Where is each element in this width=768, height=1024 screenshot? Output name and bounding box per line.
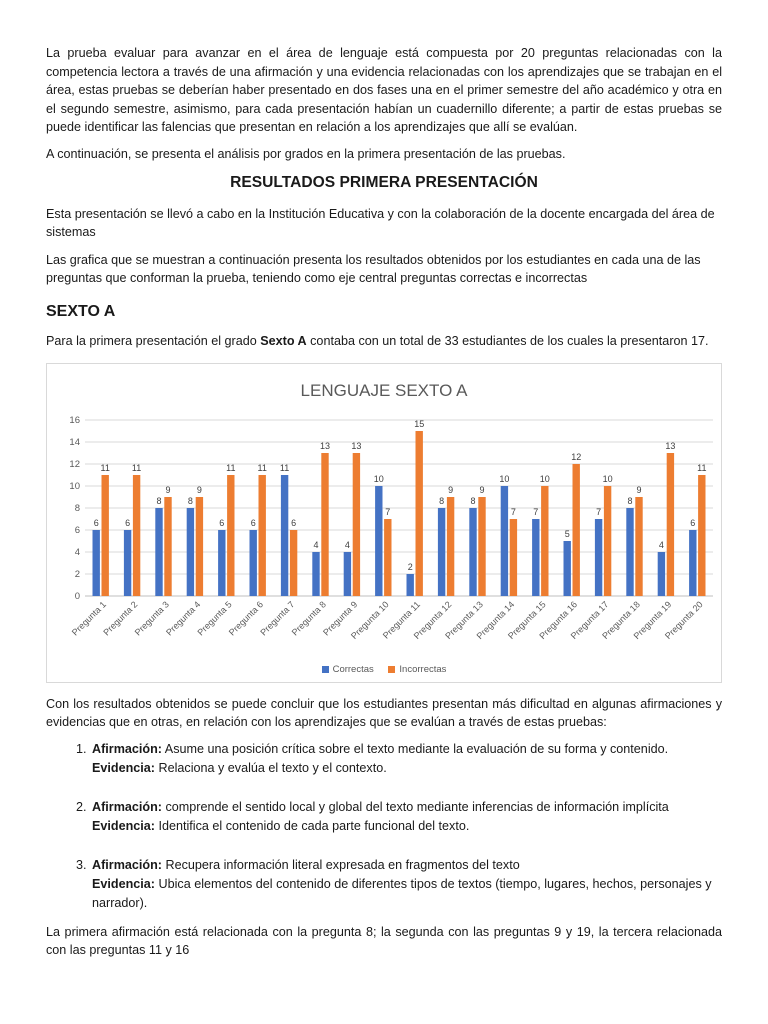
x-tick-label: Pregunta 13 [443,598,485,641]
data-label: 10 [539,473,550,484]
data-label: 6 [250,517,256,528]
y-tick-label: 2 [74,568,80,580]
conclusion-paragraph: Con los resultados obtenidos se puede concluir que los estudiantes presentan más dificultad en algunas afirmaciones y evidencias que en otras, en relación con los aprendizajes que se evalúan a través de estas pruebas: [46,696,722,730]
data-label: 12 [571,451,582,462]
legend-item-incorrectas [388,664,446,675]
legend-swatch-incorrectas [388,666,395,673]
bar-correctas [626,508,633,596]
data-label: 4 [658,539,664,550]
charts-paragraph: Las grafica que se muestran a continuación presenta los resultados obtenidos por los estudiantes en cada una de las preguntas que conforman la prueba, teniendo como eje central preguntas correctas e incorrectas [46,252,701,286]
y-tick-label: 6 [74,524,80,536]
bar-incorrectas [541,486,548,596]
grade-paragraph [46,332,722,351]
presentation-paragraph: Esta presentación se llevó a cabo en la Institución Educativa y con la colaboración de la docente encargada del área de sistemas [46,206,715,240]
bar-incorrectas [510,519,517,596]
data-label: 9 [479,484,485,495]
data-label: 8 [470,495,476,506]
x-tick-label: Pregunta 6 [226,598,266,638]
x-tick-label: Pregunta 15 [505,598,548,641]
list-item [90,798,722,836]
bar-correctas [658,552,665,596]
bar-incorrectas [635,497,642,596]
bar-incorrectas [259,475,266,596]
evidence-text: Identifica el contenido de cada parte funcional del texto. [155,818,470,833]
y-tick-label: 0 [74,590,80,602]
bar-correctas [281,475,288,596]
affirmation-label: Afirmación: [92,857,162,872]
bar-incorrectas [227,475,234,596]
data-label: 8 [187,495,193,506]
data-label: 10 [373,473,384,484]
bar-correctas [250,530,257,596]
data-label: 8 [439,495,445,506]
data-label: 11 [131,462,142,473]
evidence-text: Relaciona y evalúa el texto y el contexto. [155,760,387,775]
data-label: 5 [564,528,570,539]
data-label: 9 [165,484,171,495]
bar-correctas [344,552,351,596]
affirmation-text: Asume una posición crítica sobre el texto mediante la evaluación de su forma y contenido. [161,741,669,756]
grade-text-after: contaba con un total de 33 estudiantes de los cuales la presentaron 17. [306,333,709,348]
evidence-text: Ubica elementos del contenido de diferentes tipos de textos (tiempo, lugares, hechos, personajes y narrador). [92,876,712,910]
y-tick-label: 10 [69,480,80,492]
data-label: 13 [351,440,362,451]
x-tick-label: Pregunta 7 [258,598,297,638]
bar-correctas [689,530,696,596]
x-tick-label: Pregunta 19 [631,598,674,641]
data-label: 7 [596,506,602,517]
bar-correctas [93,530,100,596]
section-title: RESULTADOS PRIMERA PRESENTACIÓN [230,173,538,191]
data-label: 9 [448,484,454,495]
grade-text-bold: Sexto A [260,333,307,348]
affirmation-text: Recupera información literal expresada en fragmentos del texto [161,857,520,872]
bar-incorrectas [164,497,171,596]
bar-incorrectas [353,453,360,596]
y-tick-label: 4 [74,546,80,558]
data-label: 8 [627,495,633,506]
data-label: 8 [156,495,162,506]
bar-correctas [438,508,445,596]
bar-correctas [407,574,414,596]
data-label: 4 [344,539,350,550]
x-tick-label: Pregunta 4 [164,598,203,638]
y-tick-label: 12 [69,458,80,470]
x-tick-label: Pregunta 5 [195,598,234,638]
y-tick-label: 8 [74,502,80,514]
document-page [46,44,722,960]
data-label: 13 [319,440,331,451]
x-tick-label: Pregunta 1 [69,598,109,638]
bar-correctas [564,541,571,596]
data-label: 7 [385,506,391,517]
data-label: 11 [226,462,236,473]
x-tick-label: Pregunta 11 [380,598,423,641]
bar-incorrectas [290,530,297,596]
data-label: 10 [602,473,613,484]
legend-label-correctas: Correctas [332,663,374,675]
x-tick-label: Pregunta 8 [289,598,328,638]
chart-title: LENGUAJE SEXTO A [300,380,468,400]
data-label: 11 [697,462,707,473]
affirmation-text: comprende el sentido local y global del texto mediante inferencias de información implícita [161,799,669,814]
x-tick-label: Pregunta 2 [101,598,140,638]
legend-swatch-correctas [322,666,329,673]
bar-incorrectas [573,464,580,596]
legend-label-incorrectas: Incorrectas [399,663,447,675]
bar-incorrectas [447,497,454,596]
x-tick-label: Pregunta 9 [321,598,360,638]
affirmation-label: Afirmación: [92,799,162,814]
bar-correctas [155,508,162,596]
data-label: 6 [93,517,99,528]
data-label: 6 [690,517,696,528]
list-item [90,856,722,913]
list-item [90,740,722,778]
bar-incorrectas [667,453,674,596]
bar-incorrectas [102,475,109,596]
bar-incorrectas [604,486,611,596]
bar-correctas [501,486,508,596]
bar-incorrectas [133,475,140,596]
evidence-label: Evidencia: [92,818,155,833]
data-label: 6 [219,517,225,528]
data-label: 6 [291,517,297,528]
data-label: 11 [257,462,267,473]
data-label: 11 [279,462,290,473]
x-tick-label: Pregunta 10 [348,598,391,641]
chart-canvas [47,364,721,682]
bar-correctas [218,530,225,596]
x-tick-label: Pregunta 20 [662,598,705,641]
bar-incorrectas [478,497,485,596]
x-tick-label: Pregunta 14 [474,598,517,641]
bar-correctas [532,519,539,596]
data-label: 10 [499,473,510,484]
intro-paragraph: La prueba evaluar para avanzar en el área de lenguaje está compuesta por 20 preguntas relacionadas con la competencia lectora a través de una afirmación y una evidencia relacionadas con los aprendizajes que se trabajan en el área, estas pruebas se deberían haber presentado en dos fases una en el primer semestre del año académico y otra en el segundo semestre, asimismo, para cada presentación habían un cuadernillo diferente; a partir de estas pruebas se puede identificar las falencias que presentan en relación a los aprendizajes que allí se evalúan. [46,46,722,135]
bar-incorrectas [196,497,203,596]
data-label: 13 [665,440,676,451]
x-tick-label: Pregunta 17 [568,598,611,641]
x-tick-label: Pregunta 18 [600,598,642,641]
data-label: 2 [407,561,413,572]
bar-chart [46,363,722,683]
bar-incorrectas [698,475,705,596]
final-paragraph: La primera afirmación está relacionada con la pregunta 8; la segunda con las preguntas 9 y 19, la tercera relacionada con las preguntas 11 y 16 [46,924,722,958]
x-tick-label: Pregunta 16 [537,598,580,641]
data-label: 4 [313,539,319,550]
grade-heading: SEXTO A [46,302,116,320]
bar-incorrectas [416,431,423,596]
bar-correctas [469,508,476,596]
y-tick-label: 14 [69,436,80,448]
chart-legend [47,664,721,675]
data-label: 6 [125,517,131,528]
data-label: 9 [636,484,642,495]
evidence-label: Evidencia: [92,876,155,891]
bar-correctas [312,552,319,596]
intro-paragraph-2: A continuación, se presenta el análisis por grados en la primera presentación de las pruebas. [46,146,566,161]
bar-correctas [595,519,602,596]
evidence-label: Evidencia: [92,760,155,775]
affirmation-label: Afirmación: [92,741,162,756]
data-label: 9 [196,484,202,495]
bar-correctas [124,530,131,596]
bar-incorrectas [384,519,391,596]
grade-text-before: Para la primera presentación el grado [46,333,261,348]
data-label: 11 [100,462,110,473]
data-label: 7 [533,506,539,517]
legend-item-correctas [322,664,374,675]
data-label: 15 [414,418,425,429]
bar-correctas [375,486,382,596]
affirmations-list [46,740,722,913]
bar-correctas [187,508,194,596]
bar-incorrectas [321,453,328,596]
x-tick-label: Pregunta 12 [411,598,454,641]
x-tick-label: Pregunta 3 [132,598,171,638]
data-label: 7 [510,506,516,517]
y-tick-label: 16 [69,414,80,426]
